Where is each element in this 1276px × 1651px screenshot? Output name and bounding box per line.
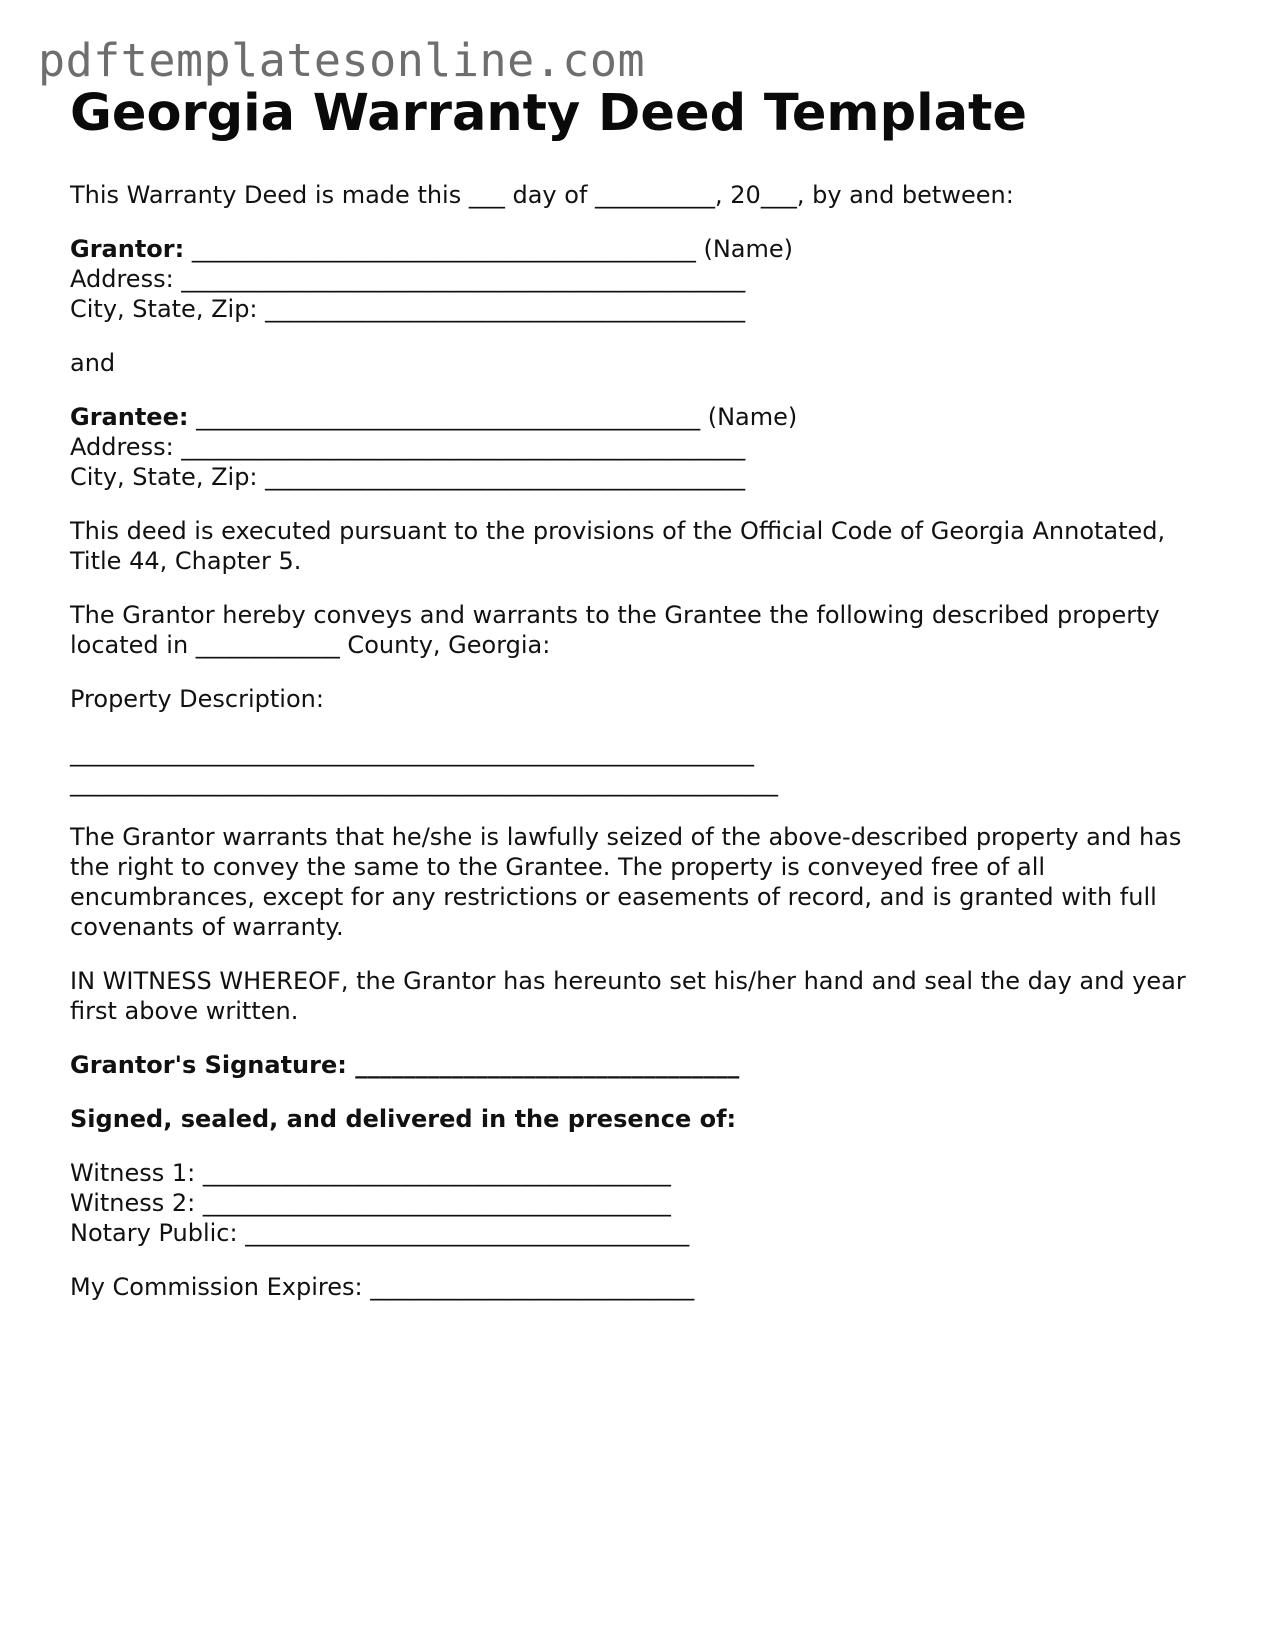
presence-heading: Signed, sealed, and delivered in the presence of: xyxy=(70,1105,737,1133)
grantor-label: Grantor: xyxy=(70,235,185,263)
notary-public-field[interactable]: Notary Public: _____________________________________ xyxy=(70,1219,690,1247)
and-text: and xyxy=(70,349,116,377)
intro-line: This Warranty Deed is made this ___ day of __________, 20___, by and between: xyxy=(70,181,1014,209)
grantee-name-field[interactable]: __________________________________________ (Name) xyxy=(188,403,798,431)
page-title: Georgia Warranty Deed Template xyxy=(70,84,1027,143)
witness-block xyxy=(70,1158,1220,1248)
witness-2-field[interactable]: Witness 2: _______________________________________ xyxy=(70,1189,671,1217)
grantee-label: Grantee: xyxy=(70,403,189,431)
commission-expires-field[interactable]: My Commission Expires: ___________________________ xyxy=(70,1273,695,1301)
grantor-city-field[interactable]: City, State, Zip: ________________________________________ xyxy=(70,295,746,323)
property-line-2[interactable]: ___________________________________________________________ xyxy=(70,769,778,797)
warranty-paragraph: The Grantor warrants that he/she is lawfully seized of the above-described property and has the right to convey the same to the Grantee. The property is conveyed free of all encumbrances, except for any restrictions or easements of record, and is granted with full covenants of warranty. xyxy=(70,823,1182,941)
grantor-name-field[interactable]: __________________________________________ (Name) xyxy=(184,235,794,263)
grantor-name-row xyxy=(70,234,1220,264)
property-description-lines xyxy=(70,738,1220,798)
statute-paragraph: This deed is executed pursuant to the provisions of the Official Code of Georgia Annotated, Title 44, Chapter 5. xyxy=(70,517,1166,575)
grantee-block xyxy=(70,402,1220,492)
property-line-1[interactable]: _________________________________________________________ xyxy=(70,739,754,767)
grantee-address-field[interactable]: Address: _______________________________________________ xyxy=(70,433,746,461)
witness-clause: IN WITNESS WHEREOF, the Grantor has hereunto set his/her hand and seal the day and year first above written. xyxy=(70,967,1186,1025)
witness-1-field[interactable]: Witness 1: _______________________________________ xyxy=(70,1159,671,1187)
property-description-label: Property Description: xyxy=(70,685,324,713)
grantee-name-row xyxy=(70,402,1220,432)
watermark: pdftemplatesonline.com xyxy=(38,34,646,87)
grantee-city-field[interactable]: City, State, Zip: ________________________________________ xyxy=(70,463,746,491)
grantor-block xyxy=(70,234,1220,324)
grantor-address-field[interactable]: Address: _______________________________________________ xyxy=(70,265,746,293)
deed-body xyxy=(70,180,1220,1302)
grantor-signature-field[interactable]: Grantor's Signature: ________________________________ xyxy=(70,1051,740,1079)
conveyance-paragraph: The Grantor hereby conveys and warrants to the Grantee the following described property located in ____________ County, Georgia: xyxy=(70,601,1160,659)
